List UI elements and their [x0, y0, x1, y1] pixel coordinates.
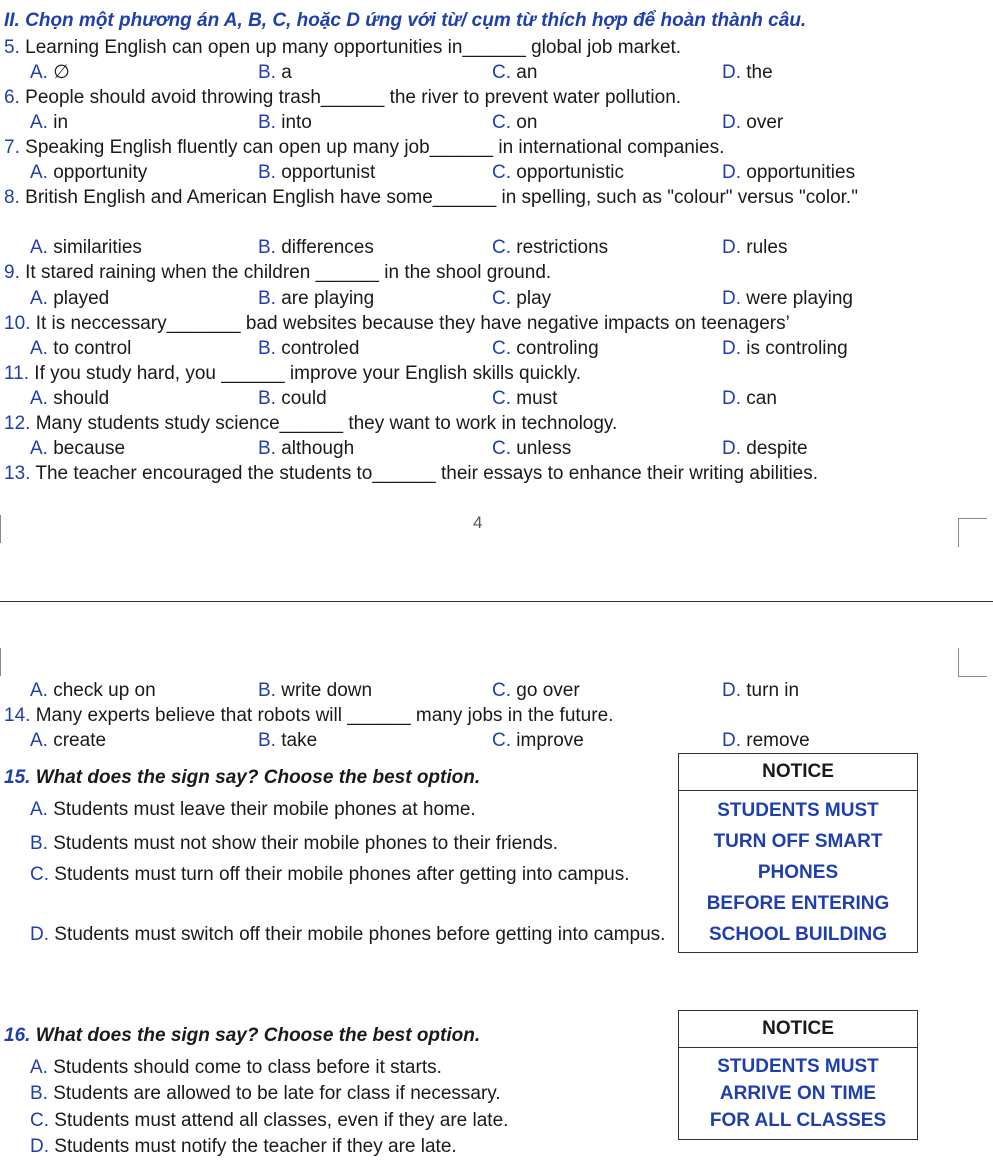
- question-13: 13. The teacher encouraged the students to______ their essays to enhance their writing abilities.: [4, 463, 819, 484]
- option-9c[interactable]: C. play: [492, 288, 552, 309]
- question-text: Learning English can open up many opportunities in______ global job market.: [25, 37, 682, 58]
- option-15d[interactable]: D. Students must switch off their mobile phones before getting into campus.: [30, 924, 666, 945]
- option-15a[interactable]: A. Students must leave their mobile phones at home.: [30, 799, 476, 820]
- option-6d[interactable]: D. over: [722, 112, 784, 133]
- option-14b[interactable]: B. take: [258, 730, 318, 751]
- notice-line: SCHOOL BUILDING: [708, 924, 888, 945]
- question-9: 9. It stared raining when the children ______ in the shool ground.: [4, 262, 552, 283]
- option-11a[interactable]: A. should: [30, 388, 110, 409]
- notice-title: NOTICE: [679, 1011, 917, 1048]
- notice-line: PHONES: [757, 862, 839, 883]
- option-13d[interactable]: D. turn in: [722, 680, 800, 701]
- notice-line: FOR ALL CLASSES: [709, 1110, 887, 1131]
- question-14: 14. Many experts believe that robots will ______ many jobs in the future.: [4, 705, 614, 726]
- option-10d[interactable]: D. is controling: [722, 338, 848, 359]
- option-11b[interactable]: B. could: [258, 388, 327, 409]
- option-16c[interactable]: C. Students must attend all classes, even if they are late.: [30, 1110, 509, 1131]
- question-15: 15. What does the sign say? Choose the best option.: [4, 767, 481, 788]
- option-15c[interactable]: C. Students must turn off their mobile phones after getting into campus.: [30, 864, 630, 885]
- crop-mark: [0, 648, 1, 676]
- question-12: 12. Many students study science______ they want to work in technology.: [4, 413, 618, 434]
- option-14a[interactable]: A. create: [30, 730, 107, 751]
- option-12d[interactable]: D. despite: [722, 438, 808, 459]
- question-10: 10. It is neccessary_______ bad websites because they have negative impacts on teenagers’: [4, 313, 790, 334]
- notice-line: TURN OFF SMART: [713, 831, 883, 852]
- option-5d[interactable]: D. the: [722, 62, 773, 83]
- option-16d[interactable]: D. Students must notify the teacher if they are late.: [30, 1136, 457, 1157]
- option-12c[interactable]: C. unless: [492, 438, 572, 459]
- option-8a[interactable]: A. similarities: [30, 237, 142, 258]
- crop-mark: [958, 648, 987, 677]
- option-9a[interactable]: A. played: [30, 288, 110, 309]
- section-title: II. Chọn một phương án A, B, C, hoặc D ứng với từ/ cụm từ thích hợp để hoàn thành câu.: [4, 10, 807, 31]
- option-10c[interactable]: C. controling: [492, 338, 599, 359]
- option-6a[interactable]: A. in: [30, 112, 69, 133]
- question-number: 5.: [4, 37, 20, 58]
- option-7d[interactable]: D. opportunities: [722, 162, 856, 183]
- notice-title: NOTICE: [679, 754, 917, 791]
- crop-mark: [958, 518, 987, 547]
- notice-line: ARRIVE ON TIME: [719, 1083, 877, 1104]
- notice-line: STUDENTS MUST: [717, 800, 879, 821]
- page-divider: [0, 601, 993, 602]
- question-7: 7. Speaking English fluently can open up many job______ in international companies.: [4, 137, 725, 158]
- crop-mark: [0, 515, 1, 543]
- question-8: 8. British English and American English have some______ in spelling, such as "colour" versus "color.": [4, 187, 858, 208]
- option-5b[interactable]: B. a: [258, 62, 292, 83]
- option-8c[interactable]: C. restrictions: [492, 237, 609, 258]
- option-13a[interactable]: A. check up on: [30, 680, 156, 701]
- option-9d[interactable]: D. were playing: [722, 288, 853, 309]
- option-11d[interactable]: D. can: [722, 388, 777, 409]
- option-13c[interactable]: C. go over: [492, 680, 580, 701]
- option-5c[interactable]: C. an: [492, 62, 538, 83]
- notice-line: STUDENTS MUST: [717, 1056, 879, 1077]
- option-10a[interactable]: A. to control: [30, 338, 132, 359]
- option-8d[interactable]: D. rules: [722, 237, 788, 258]
- option-8b[interactable]: B. differences: [258, 237, 374, 258]
- notice-sign-16: [678, 1010, 918, 1140]
- option-15b[interactable]: B. Students must not show their mobile phones to their friends.: [30, 833, 559, 854]
- option-5a[interactable]: A. ∅: [30, 62, 70, 83]
- question-16: 16. What does the sign say? Choose the best option.: [4, 1025, 481, 1046]
- option-12b[interactable]: B. although: [258, 438, 355, 459]
- question-6: 6. People should avoid throwing trash______ the river to prevent water pollution.: [4, 87, 682, 108]
- question-5: [4, 35, 681, 60]
- option-11c[interactable]: C. must: [492, 388, 558, 409]
- option-16b[interactable]: B. Students are allowed to be late for class if necessary.: [30, 1083, 501, 1104]
- page-number: 4: [473, 513, 483, 532]
- option-9b[interactable]: B. are playing: [258, 288, 375, 309]
- option-7b[interactable]: B. opportunist: [258, 162, 376, 183]
- notice-sign-15: [678, 753, 918, 953]
- option-12a[interactable]: A. because: [30, 438, 126, 459]
- option-14c[interactable]: C. improve: [492, 730, 584, 751]
- question-11: 11. If you study hard, you ______ improve your English skills quickly.: [4, 363, 581, 384]
- option-10b[interactable]: B. controled: [258, 338, 360, 359]
- option-13b[interactable]: B. write down: [258, 680, 373, 701]
- notice-line: BEFORE ENTERING: [706, 893, 890, 914]
- option-6c[interactable]: C. on: [492, 112, 538, 133]
- option-7c[interactable]: C. opportunistic: [492, 162, 625, 183]
- option-16a[interactable]: A. Students should come to class before it starts.: [30, 1057, 442, 1078]
- option-14d[interactable]: D. remove: [722, 730, 810, 751]
- option-7a[interactable]: A. opportunity: [30, 162, 148, 183]
- option-6b[interactable]: B. into: [258, 112, 312, 133]
